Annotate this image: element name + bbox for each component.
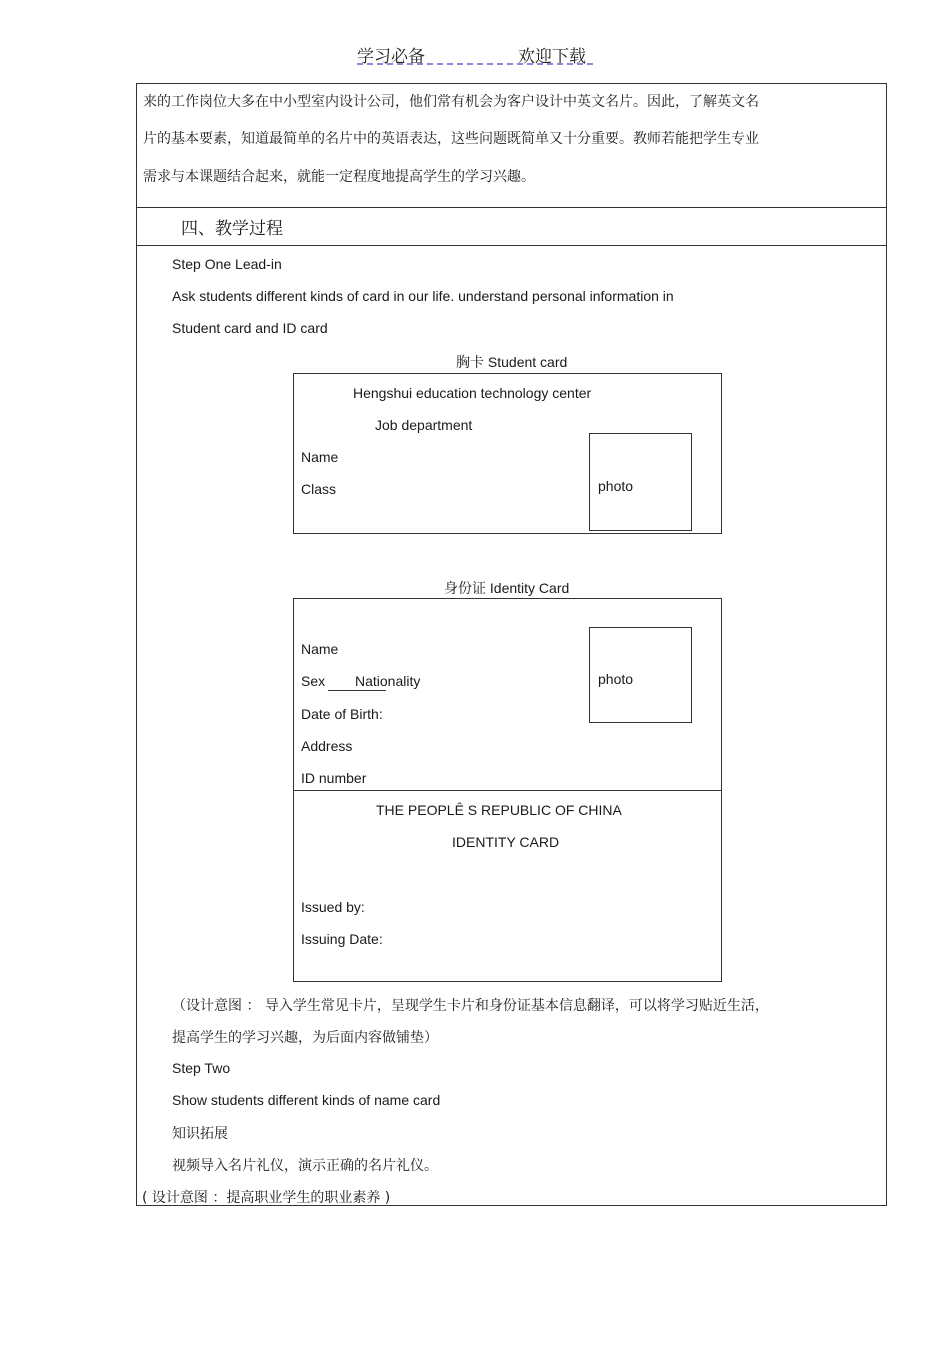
student-card-name-label: Name [301, 449, 339, 465]
intro-line-3: 需求与本课题结合起来，就能一定程度地提高学生的学习兴趣。 [143, 169, 535, 185]
row-divider-1 [136, 207, 887, 208]
id-card-caption: 身份证 Identity Card [444, 580, 570, 596]
step-one-line-1: Ask students different kinds of card in our life. understand personal information in [172, 288, 674, 304]
student-card-photo-label: photo [598, 478, 634, 494]
design-note-2: ( 设计意图 ：提高职业学生的职业素养 ) [142, 1190, 391, 1206]
intro-line-2: 片的基本要素，知道最简单的名片中的英语表达，这些问题既简单又十分重要。教师若能把学生专业 [143, 131, 759, 147]
design-note-1-line-1: （设计意图 ： 导入学生常见卡片，呈现学生卡片和身份证基本信息翻译，可以将学习贴近生活， [172, 998, 769, 1014]
student-card-org: Hengshui education technology center [353, 385, 592, 401]
id-card-sex-underline [328, 690, 386, 691]
student-card-caption: 胸卡 Student card [456, 354, 568, 370]
id-card-issued-by: Issued by: [301, 899, 365, 915]
intro-line-1: 来的工作岗位大多在中小型室内设计公司，他们常有机会为客户设计中英文名片。因此，了解英文名 [143, 94, 759, 110]
id-card-back-title-1: THE PEOPLȆ S REPUBLIC OF CHINA [376, 802, 622, 818]
header-left: 学习必备 [357, 47, 425, 67]
step-two-line-1: Show students different kinds of name card [172, 1092, 441, 1108]
id-card-sex-label: Sex [301, 673, 326, 689]
id-card-number-label: ID number [301, 770, 367, 786]
header-right: 欢迎下载 [518, 47, 586, 67]
video-intro: 视频导入名片礼仪，演示正确的名片礼仪。 [172, 1158, 438, 1174]
id-card-back-title-2: IDENTITY CARD [452, 834, 560, 850]
student-card-dept: Job department [375, 417, 473, 433]
id-card-name-label: Name [301, 641, 339, 657]
step-two-title: Step Two [172, 1060, 231, 1076]
design-note-1-line-2: 提高学生的学习兴趣，为后面内容做铺垫） [172, 1030, 438, 1046]
id-card-back [293, 790, 722, 982]
step-one-title: Step One Lead-in [172, 256, 282, 272]
header-underline [357, 63, 593, 65]
id-card-address-label: Address [301, 738, 353, 754]
id-card-issuing-date: Issuing Date: [301, 931, 383, 947]
row-divider-2 [136, 245, 887, 246]
id-card-nationality-label: Nationality [355, 673, 421, 689]
student-card-class-label: Class [301, 481, 337, 497]
knowledge-extension: 知识拓展 [172, 1126, 228, 1142]
step-one-line-2: Student card and ID card [172, 320, 328, 336]
id-card-photo-label: photo [598, 671, 634, 687]
section-title: 四、教学过程 [181, 219, 283, 239]
id-card-dob-label: Date of Birth: [301, 706, 383, 722]
